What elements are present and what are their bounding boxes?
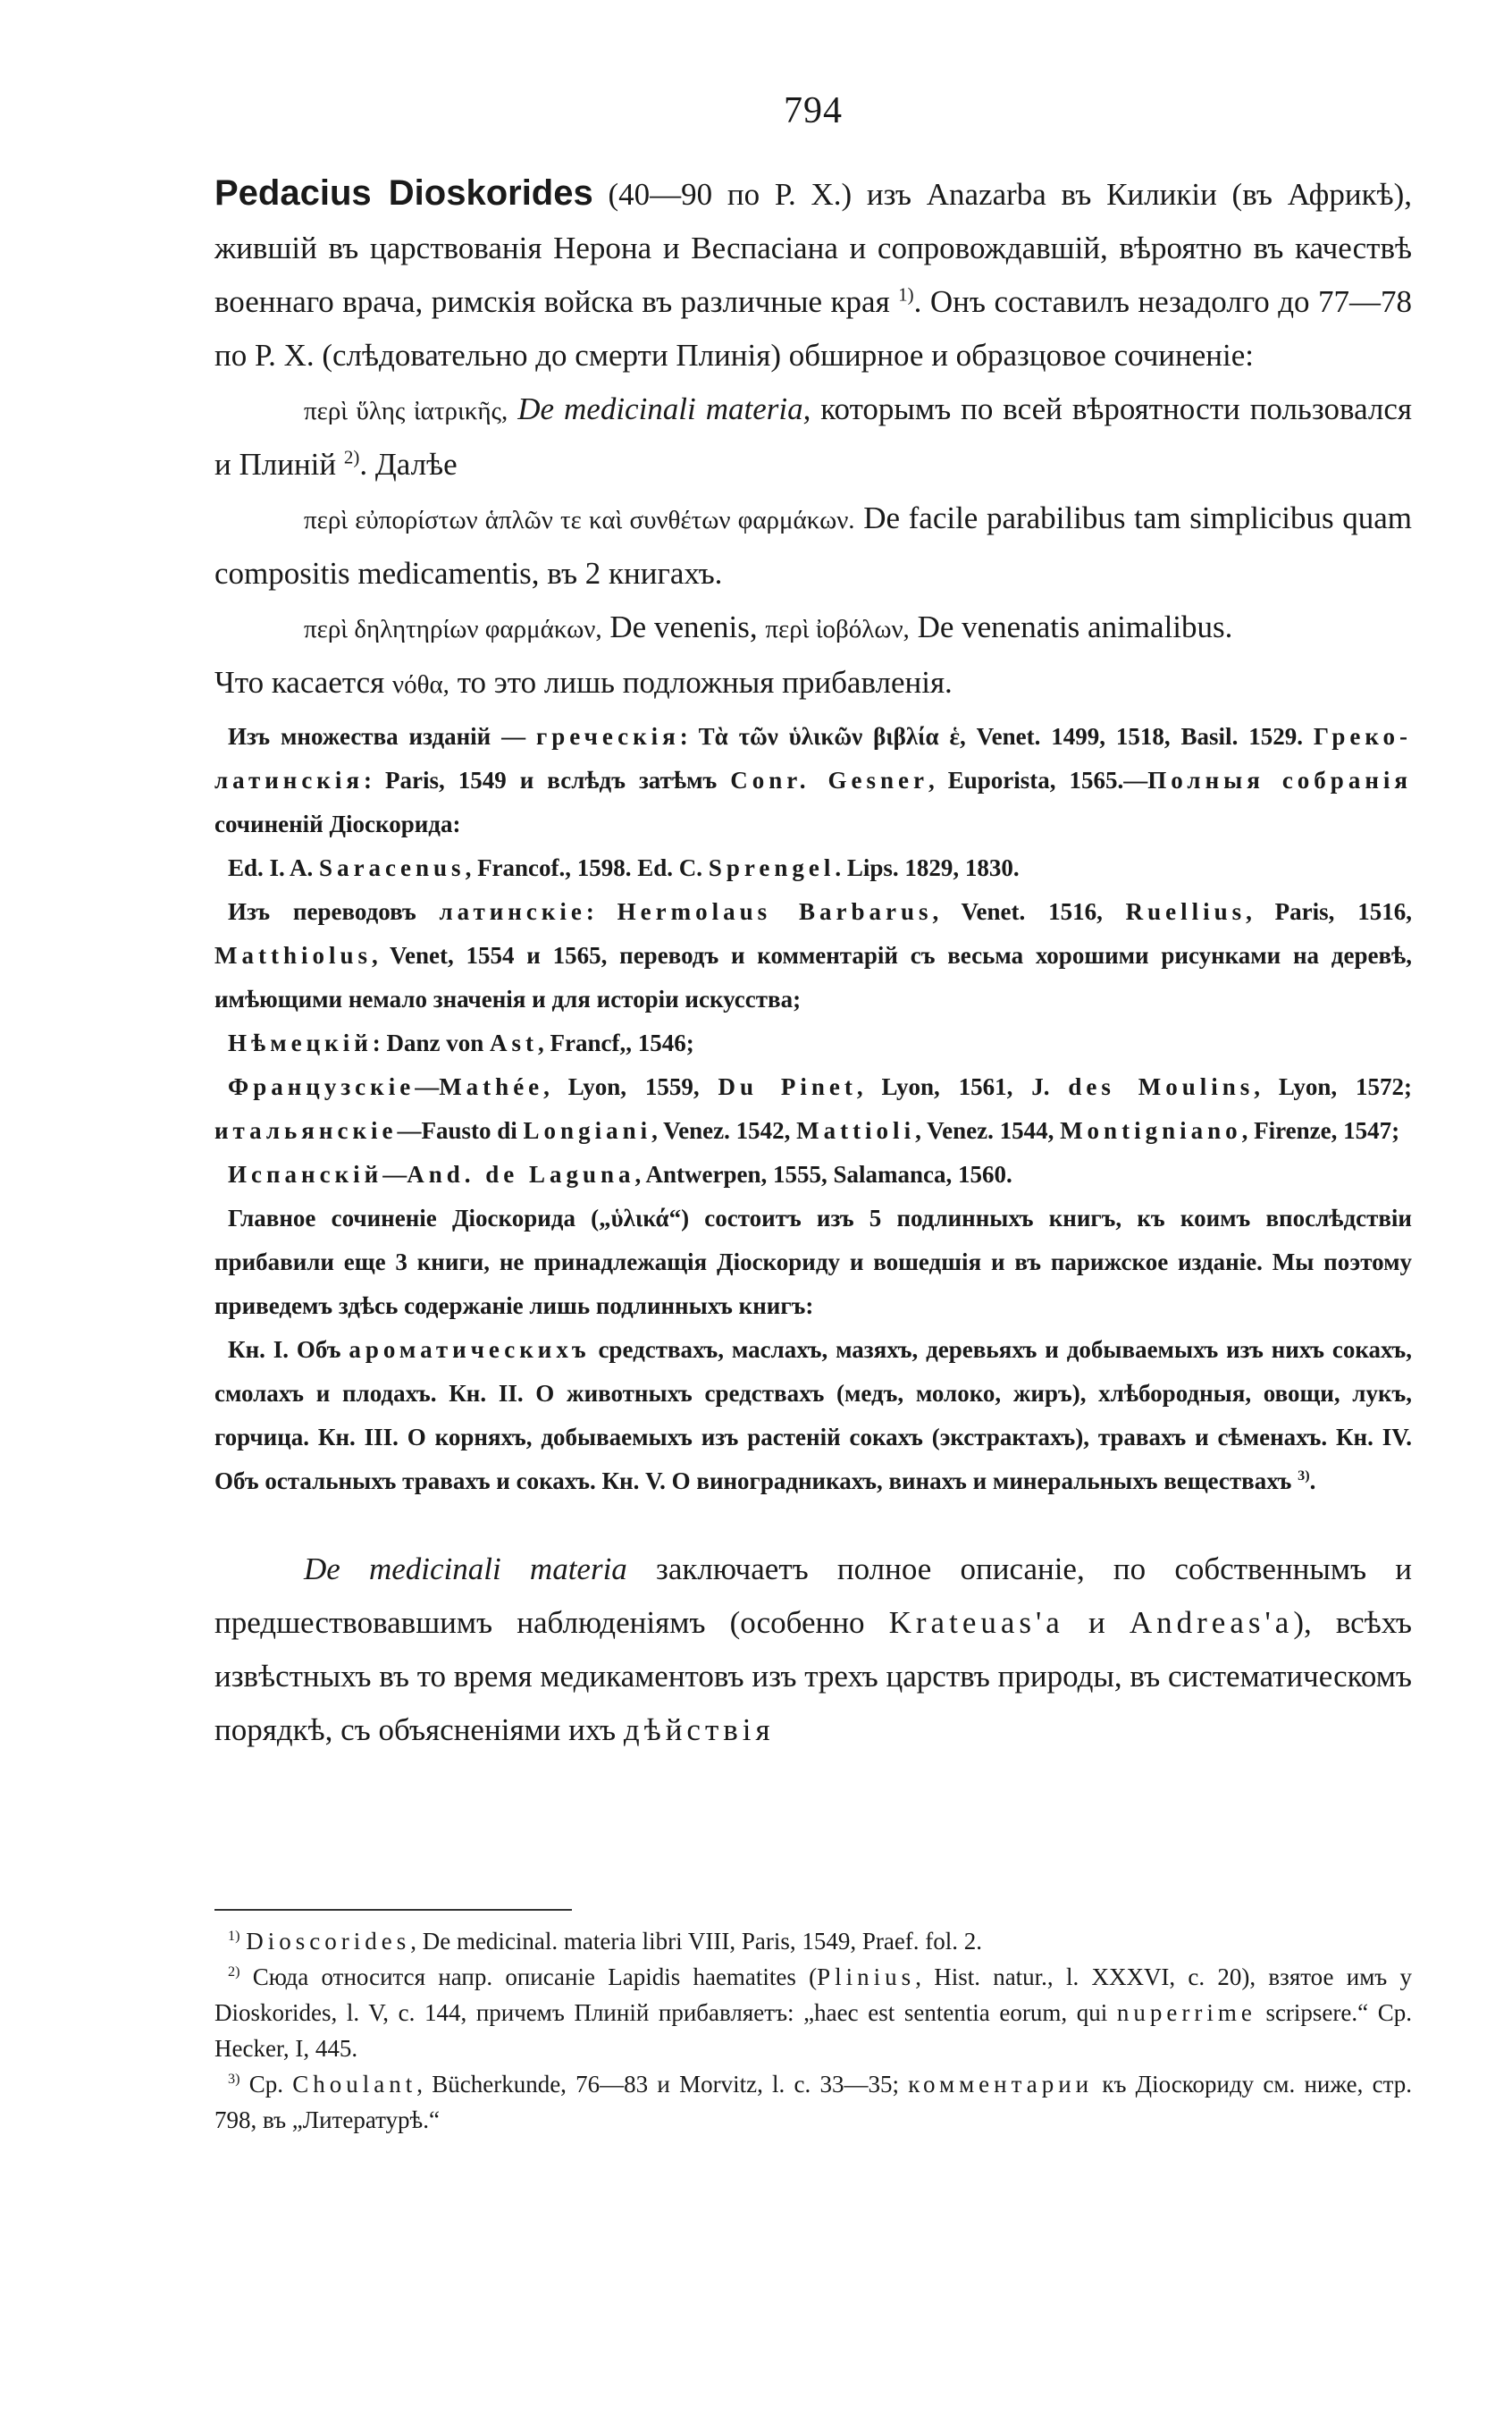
footnote-2-nuper: nuperrime bbox=[1116, 1999, 1256, 2026]
closing-c3: ), всѣхъ извѣстныхъ въ то время медикаментовъ изъ трехъ царствъ природы, въ систематическомъ порядкѣ, съ объясненіями ихъ bbox=[214, 1605, 1412, 1747]
intro-text: (40—90 по Р. Х.) изъ Anazarba въ Киликіи (въ Африкѣ), жившій въ царствованія Нерона и Веспасіана и сопровождавшій, вѣроятно въ качествѣ военнаго врача, римскія войска въ различные края bbox=[214, 177, 1412, 319]
translations-s1: — bbox=[382, 1161, 407, 1188]
closing-latin: De medicinali materia bbox=[304, 1551, 627, 1586]
translations-f1: — bbox=[415, 1073, 440, 1100]
translations-ast: Ast bbox=[490, 1030, 539, 1056]
page-number: 794 bbox=[784, 90, 843, 131]
footnote-2-text-2: , Hist. natur., l. XXXVI, c. 20), взятое имъ у Dioskorides, l. V, c. 144, причемъ Плиній прибавляетъ: „haec est sententia eorum, qui bbox=[214, 1963, 1412, 2026]
editions-ed1-b: , Francof., 1598. Ed. C. bbox=[465, 854, 709, 881]
translations-t2: , Venet. 1516, bbox=[932, 898, 1126, 925]
work-3-text-1: De venenis, bbox=[601, 610, 766, 644]
translations-latin bbox=[214, 890, 1412, 1022]
translations-andlaguna: And. de Laguna bbox=[407, 1161, 635, 1188]
footnote-1-name: Dioscorides bbox=[246, 1928, 411, 1955]
translations-german-label: Нѣмецкій bbox=[228, 1030, 373, 1056]
translations-g2: , Francf,, 1546; bbox=[538, 1030, 694, 1056]
author-name: Pedacius Dioskorides bbox=[214, 173, 593, 213]
translations-longiani: Longiani bbox=[523, 1117, 652, 1144]
translations-t4: , Venet, 1554 и 1565, переводъ и комментарій съ весьма хорошими рисунками на деревѣ, имѣющими немало значенія и для исторіи искусства; bbox=[214, 942, 1412, 1013]
closing-c2: и bbox=[1063, 1605, 1130, 1640]
editions-paragraph bbox=[214, 715, 1412, 846]
translations-montigniano: Montigniano bbox=[1060, 1117, 1242, 1144]
translations-intro: Изъ переводовъ bbox=[228, 898, 440, 925]
translations-mathee: Mathée bbox=[439, 1073, 544, 1100]
translations-matthiolus: Matthiolus bbox=[214, 942, 373, 969]
translations-spanish bbox=[214, 1153, 1412, 1197]
footnote-2-plinius: Plinius bbox=[817, 1963, 916, 1990]
work-2-greek: περὶ εὐπορίστων ἁπλῶν τε καὶ συνθέτων φαρμάκων. bbox=[304, 506, 855, 534]
editions-gesner: Conr. Gesner bbox=[730, 767, 928, 794]
editions-ed1-c: . Lips. 1829, 1830. bbox=[835, 854, 1020, 881]
footnote-ref-2: 2) bbox=[343, 446, 360, 468]
contents-intro bbox=[214, 1197, 1412, 1328]
translations-t1: : bbox=[585, 898, 617, 925]
footnote-3-comm: комментарии bbox=[908, 2071, 1094, 2098]
contents-b2: средствахъ, маслахъ, мазяхъ, деревьяхъ и добываемыхъ изъ нихъ сокахъ, смолахъ и плодахъ. Кн. II. О животныхъ средствахъ (медъ, молоко, жиръ), хлѣбородныя, овощи, лукъ, горчица. Кн. III. О корняхъ, добываемыхъ изъ растеній сокахъ (экстрактахъ), травахъ и сѣменахъ. Кн. IV. Объ остальныхъ травахъ и сокахъ. Кн. V. О виноградникахъ, винахъ и минеральныхъ веществахъ bbox=[214, 1336, 1412, 1494]
translations-g1: : Danz von bbox=[372, 1030, 491, 1056]
closing-andreas: Andreas'a bbox=[1129, 1605, 1294, 1640]
translations-german bbox=[214, 1022, 1412, 1065]
closing-paragraph bbox=[214, 1543, 1412, 1757]
editions-complete bbox=[214, 846, 1412, 890]
closing-c1: заключаетъ полное описаніе, по собственнымъ и предшествовавшимъ наблюденіямъ (особенно bbox=[214, 1551, 1412, 1640]
footnote-3-text-1: Ср. bbox=[248, 2071, 293, 2098]
contents-aromatic: ароматическихъ bbox=[349, 1336, 591, 1363]
translations-i3: , Venez. 1544, bbox=[915, 1117, 1061, 1144]
work-1-text: которымъ по всей вѣроятности пользовался и Плиній bbox=[214, 391, 1413, 482]
translations-mattioli: Mattioli bbox=[796, 1117, 916, 1144]
footnote-1-mark: 1) bbox=[228, 1928, 240, 1944]
footnote-1 bbox=[214, 1923, 1412, 1959]
editions-list-4: сочиненій Діоскорида: bbox=[214, 811, 461, 837]
work-3-greek-1: περὶ δηλητηρίων φαρμάκων, bbox=[304, 615, 602, 643]
footnote-3 bbox=[214, 2066, 1412, 2138]
editions-sprengel: Sprengel bbox=[708, 854, 836, 881]
contents-b1: Кн. I. Объ bbox=[228, 1336, 349, 1363]
footnote-3-text-2: , Bücherkunde, 76—83 и Morvitz, l. c. 33—35; bbox=[416, 2071, 909, 2098]
editions-list-2: : Paris, 1549 и вслѣдъ затѣмъ bbox=[363, 767, 731, 794]
translations-f4: , Lyon, 1572; bbox=[1254, 1073, 1412, 1100]
editions-intro: Изъ множества изданій — bbox=[228, 723, 536, 750]
footnote-2-text-3: scripsere.“ Ср. Hecker, I, 445. bbox=[214, 1999, 1413, 2062]
footnote-2-mark: 2) bbox=[228, 1963, 240, 1980]
footnote-2 bbox=[214, 1959, 1412, 2066]
editions-list-1: Venet. 1499, 1518, Basil. 1529. bbox=[965, 723, 1314, 750]
translations-s2: , Antwerpen, 1555, Salamanca, 1560. bbox=[634, 1161, 1012, 1188]
editions-list-3: , Euporista, 1565.— bbox=[928, 767, 1148, 794]
work-1-text-2: . Далѣе bbox=[359, 447, 458, 482]
contents-intro-text: Главное сочиненіе Діоскорида („ὑλικά“) состоитъ изъ 5 подлинныхъ книгъ, къ коимъ впослѣдствіи прибавили еще 3 книги, не принадлежащія Діоскориду и вошедшія и въ парижское изданіе. Мы поэтому приведемъ здѣсь содержаніе лишь подлинныхъ книгъ: bbox=[214, 1205, 1412, 1319]
work-1-greek: περὶ ὕλης ἰατρικῆς, bbox=[304, 397, 508, 425]
translations-spanish-label: Испанскій bbox=[228, 1161, 383, 1188]
editions-greek-title: : Τὰ τῶν ὑλικῶν βιβλία ἑ, bbox=[679, 723, 966, 750]
notha-text-1: Что касается bbox=[214, 665, 392, 700]
footnote-ref-3: 3) bbox=[1298, 1467, 1310, 1484]
notha-text-2: то это лишь подложныя прибавленія. bbox=[449, 665, 953, 700]
page-body bbox=[214, 89, 1412, 2138]
translations-dupinet: Du Pinet bbox=[718, 1073, 857, 1100]
intro-paragraph bbox=[214, 166, 1412, 383]
translations-hermolaus: Hermolaus Barbarus bbox=[617, 898, 933, 925]
translations-french-label: Французскіе bbox=[228, 1073, 416, 1100]
editions-full: Полныя собранія bbox=[1147, 767, 1412, 794]
closing-action: дѣйствія bbox=[623, 1712, 775, 1747]
editions-graeco-latin: Греко-латинскія bbox=[214, 723, 1413, 794]
work-2 bbox=[214, 492, 1412, 601]
footnote-ref-1: 1) bbox=[898, 283, 914, 306]
translations-desmoulins: des Moulins bbox=[1068, 1073, 1255, 1100]
footnote-1-text: , De medicinal. materia libri VIII, Paris, 1549, Praef. fol. 2. bbox=[410, 1928, 983, 1955]
translations-i2: , Venez. 1542, bbox=[651, 1117, 797, 1144]
footnote-2-text-1: Сюда относится напр. описаніе Lapidis haematites ( bbox=[252, 1963, 818, 1990]
intro-text-2: . Онъ составилъ незадолго до 77—78 по Р. Х. (слѣдовательно до смерти Плинія) обширное и образцовое сочиненіе: bbox=[214, 284, 1413, 373]
translations-french-italian bbox=[214, 1065, 1412, 1153]
closing-krateuas: Krateuas'a bbox=[888, 1605, 1064, 1640]
footnote-3-choulant: Choulant bbox=[292, 2071, 417, 2098]
work-3-text-2: De venenatis animalibus. bbox=[909, 610, 1233, 644]
contents-books bbox=[214, 1328, 1412, 1503]
notha-greek: νόθα, bbox=[391, 670, 449, 699]
footnote-3-mark: 3) bbox=[228, 2071, 240, 2087]
work-3 bbox=[214, 601, 1412, 656]
work-1-latin: De medicinali materia, bbox=[517, 391, 811, 426]
work-2-text: De facile parabilibus tam simplicibus quam compositis medicamentis, въ 2 книгахъ. bbox=[214, 500, 1412, 591]
translations-ruellius: Ruellius bbox=[1125, 898, 1247, 925]
footnote-divider bbox=[214, 1909, 572, 1911]
translations-i4: , Firenze, 1547; bbox=[1241, 1117, 1400, 1144]
work-3-greek-2: περὶ ἰοβόλων, bbox=[765, 615, 910, 643]
contents-b3: . bbox=[1309, 1467, 1316, 1494]
translations-i1: —Fausto di bbox=[397, 1117, 524, 1144]
editions-saracenus: Saracenus bbox=[319, 854, 466, 881]
translations-italian-label: итальянскіе bbox=[214, 1117, 398, 1144]
translations-f2: , Lyon, 1559, bbox=[543, 1073, 718, 1100]
editions-block bbox=[214, 715, 1412, 1503]
translations-latin-label: латинскіе bbox=[439, 898, 586, 925]
translations-t3: , Paris, 1516, bbox=[1246, 898, 1412, 925]
editions-greek-label: греческія bbox=[536, 723, 680, 750]
translations-f3: , Lyon, 1561, J. bbox=[856, 1073, 1069, 1100]
work-1 bbox=[214, 383, 1412, 492]
footnote-3-text-3: къ Діоскориду см. ниже, стр. 798, въ „Литературѣ.“ bbox=[214, 2071, 1413, 2133]
editions-ed1-a: Ed. I. A. bbox=[228, 854, 320, 881]
notha-line bbox=[214, 656, 1412, 711]
